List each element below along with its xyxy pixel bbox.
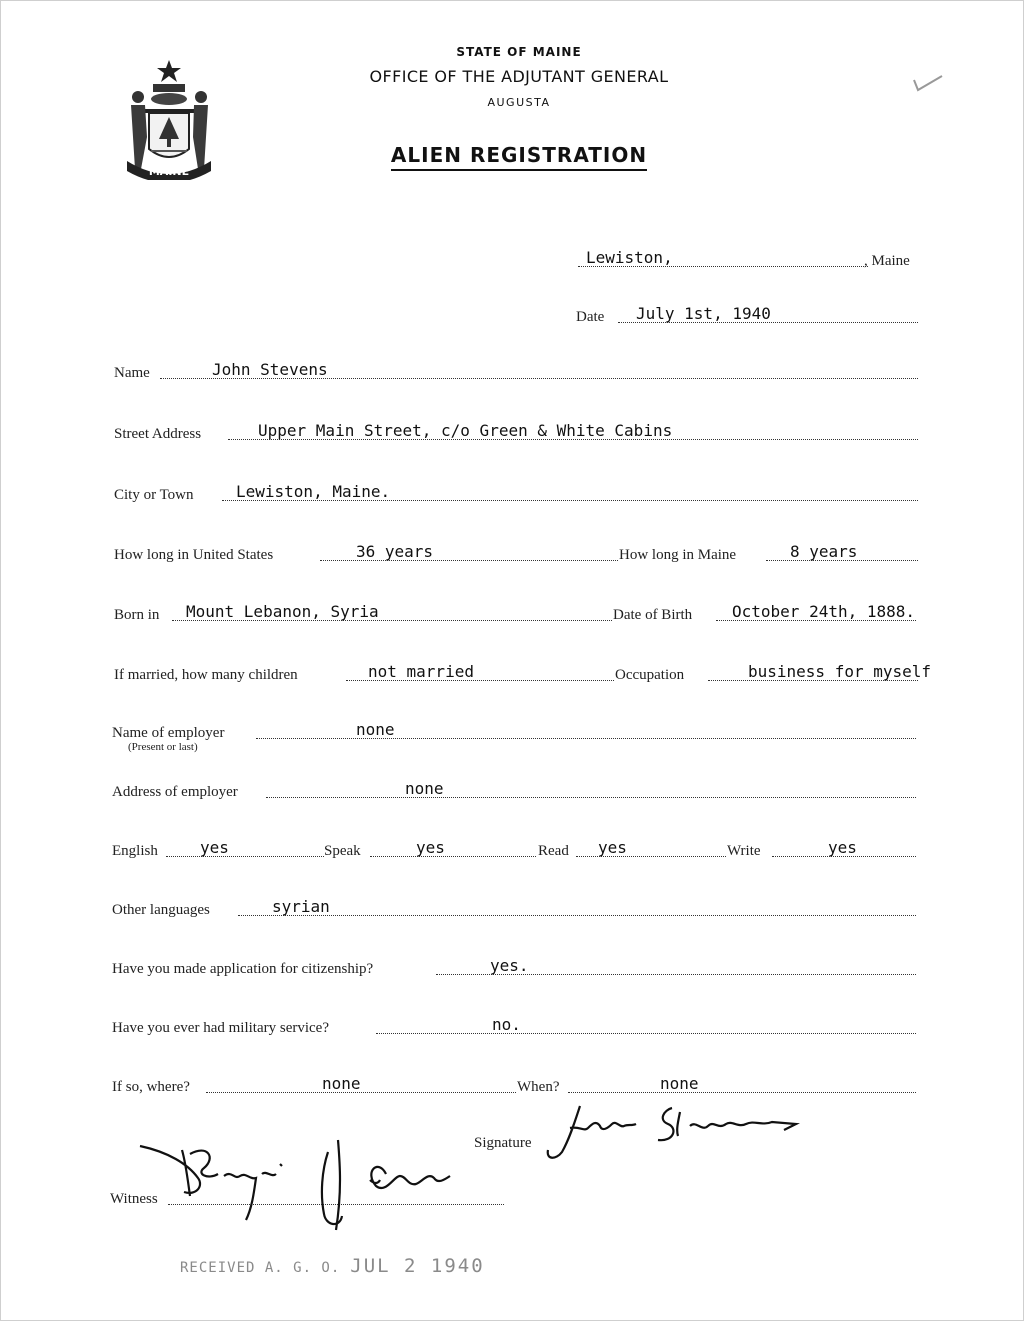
employer-name-value[interactable]: none — [356, 720, 395, 739]
street-address-value[interactable]: Upper Main Street, c/o Green & White Cabins — [258, 421, 673, 440]
date-value[interactable]: July 1st, 1940 — [636, 304, 771, 323]
speak-value[interactable]: yes — [416, 838, 445, 857]
how-long-maine-value[interactable]: 8 years — [790, 542, 858, 561]
write-label: Write — [727, 843, 761, 859]
military-row — [0, 1007, 1024, 1037]
service-row — [0, 1066, 1024, 1096]
read-value[interactable]: yes — [598, 838, 627, 857]
citizenship-label: Have you made application for citizenship? — [112, 961, 374, 977]
citizenship-value[interactable]: yes. — [490, 956, 529, 975]
city-value[interactable]: Lewiston, Maine. — [236, 482, 391, 501]
city-label: City or Town — [114, 487, 194, 503]
how-long-us-value[interactable]: 36 years — [356, 542, 434, 561]
how-long-maine-label: How long in Maine — [619, 547, 737, 563]
witness-label: Witness — [110, 1191, 158, 1207]
children-label: If married, how many children — [114, 667, 298, 683]
employer-address-label: Address of employer — [112, 784, 238, 800]
how-long-us-label: How long in United States — [114, 547, 274, 563]
citizenship-row — [0, 948, 1024, 978]
witness-signature — [138, 1134, 468, 1244]
applicant-signature — [540, 1098, 810, 1168]
military-label: Have you ever had military service? — [112, 1020, 329, 1036]
english-value[interactable]: yes — [200, 838, 229, 857]
date-label: Date — [576, 309, 605, 325]
birth-row — [0, 594, 1024, 624]
place-row — [0, 240, 1024, 270]
street-address-label: Street Address — [114, 426, 202, 442]
english-row — [0, 830, 1024, 860]
employer-name-label: Name of employer (Present or last) — [112, 725, 225, 753]
header-state: STATE OF MAINE — [456, 45, 582, 59]
other-languages-row — [0, 889, 1024, 919]
name-row — [0, 352, 1024, 382]
date-of-birth-label: Date of Birth — [613, 607, 693, 623]
where-label: If so, where? — [112, 1079, 190, 1095]
employer-name-row — [0, 712, 1024, 753]
write-value[interactable]: yes — [828, 838, 857, 857]
form-title: ALIEN REGISTRATION — [0, 143, 1024, 167]
svg-text:MAINE: MAINE — [148, 165, 190, 178]
how-long-row — [0, 534, 1024, 564]
received-stamp-text: RECEIVED A. G. O. — [180, 1260, 341, 1276]
signature-label: Signature — [474, 1135, 532, 1151]
english-label: English — [112, 843, 158, 859]
header-office: OFFICE OF THE ADJUTANT GENERAL — [369, 67, 669, 86]
when-label: When? — [517, 1079, 560, 1095]
read-label: Read — [538, 843, 569, 859]
born-in-label: Born in — [114, 607, 160, 623]
street-address-row — [0, 413, 1024, 443]
when-value[interactable]: none — [660, 1074, 699, 1093]
date-row — [0, 296, 1024, 326]
employer-name-sublabel: (Present or last) — [128, 741, 198, 753]
other-languages-label: Other languages — [112, 902, 210, 918]
place-value[interactable]: Lewiston, — [586, 248, 673, 267]
place-suffix: , Maine — [864, 253, 910, 269]
occupation-label: Occupation — [615, 667, 685, 683]
born-in-value[interactable]: Mount Lebanon, Syria — [186, 602, 379, 621]
received-stamp-date: JUL 2 1940 — [350, 1255, 485, 1277]
name-value[interactable]: John Stevens — [212, 360, 328, 379]
city-row — [0, 474, 1024, 504]
received-stamp — [180, 1255, 485, 1277]
other-languages-value[interactable]: syrian — [272, 897, 330, 916]
children-value[interactable]: not married — [368, 662, 474, 681]
military-value[interactable]: no. — [492, 1015, 521, 1034]
date-of-birth-value[interactable]: October 24th, 1888. — [732, 602, 916, 621]
name-label: Name — [114, 365, 150, 381]
speak-label: Speak — [324, 843, 361, 859]
children-row — [0, 654, 1024, 684]
occupation-value[interactable]: business for myself — [748, 662, 932, 681]
employer-address-value[interactable]: none — [405, 779, 444, 798]
where-value[interactable]: none — [322, 1074, 361, 1093]
employer-address-row — [0, 771, 1024, 801]
header-city: AUGUSTA — [487, 96, 551, 109]
